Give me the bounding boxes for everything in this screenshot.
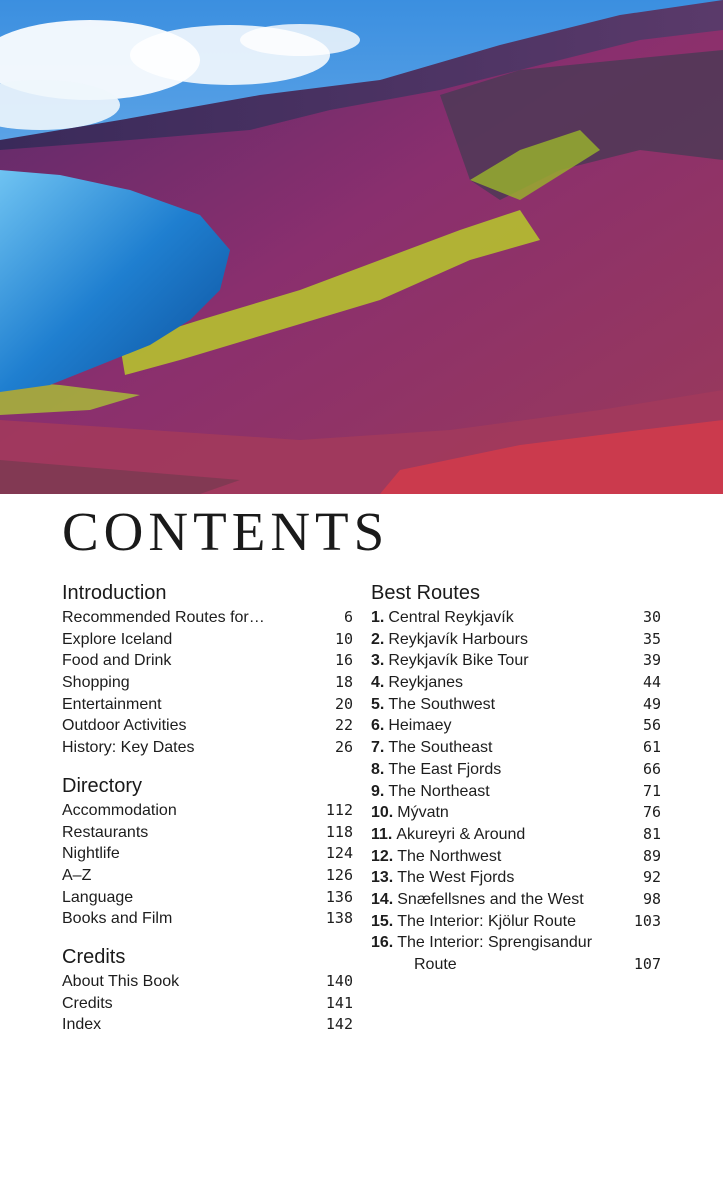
- route-number: 13.: [371, 869, 394, 887]
- toc-entry-label: [62, 715, 329, 737]
- toc-entry[interactable]: [371, 824, 661, 846]
- toc-entry-label: [371, 889, 637, 911]
- toc-entry-title: Outdoor Activities: [62, 717, 187, 735]
- toc-entry-title: Reykjavík Harbours: [388, 630, 528, 648]
- toc-entry-label: [62, 629, 329, 651]
- toc-entry[interactable]: [62, 822, 353, 844]
- toc-entry-title: Nightlife: [62, 845, 120, 863]
- toc-entry-label: [371, 867, 637, 889]
- route-number: 12.: [371, 847, 394, 865]
- toc-page-number: 56: [642, 716, 661, 735]
- toc-page-number: 92: [642, 868, 661, 887]
- toc-entry-label: [62, 737, 329, 759]
- toc-entry[interactable]: [62, 993, 353, 1015]
- toc-page-number: 136: [325, 887, 353, 906]
- toc-entry-title: Restaurants: [62, 823, 149, 841]
- toc-entry-label: [371, 715, 637, 737]
- toc-entry[interactable]: [62, 971, 353, 993]
- hero-landscape-photo: [0, 0, 723, 494]
- toc-page-number: 141: [325, 993, 353, 1012]
- credits-list: [62, 971, 353, 1036]
- route-number: 16.: [371, 934, 394, 952]
- toc-entry-title: Accommodation: [62, 801, 177, 819]
- toc-entry[interactable]: [371, 715, 661, 737]
- toc-entry-title: Shopping: [62, 674, 130, 692]
- toc-entry[interactable]: [62, 887, 353, 909]
- route-number: 6.: [371, 717, 385, 735]
- toc-page-number: 10: [334, 629, 353, 648]
- toc-entry[interactable]: [62, 607, 353, 629]
- toc-entry[interactable]: [371, 650, 661, 672]
- directory-list: [62, 800, 353, 930]
- toc-entry-title: The Northwest: [397, 847, 502, 865]
- toc-entry-title: About This Book: [62, 972, 180, 990]
- toc-page-number: 30: [642, 608, 661, 626]
- toc-page-number: 6: [343, 608, 353, 626]
- toc-entry-title: Heimaey: [388, 717, 452, 735]
- toc-entry[interactable]: [371, 781, 661, 803]
- toc-entry-label: [62, 865, 320, 887]
- toc-entry[interactable]: [62, 908, 353, 930]
- toc-entry-title: Credits: [62, 994, 113, 1012]
- toc-page-number: 39: [642, 651, 661, 670]
- section-heading-introduction: Introduction: [62, 582, 167, 604]
- toc-entry-title: Recommended Routes for…: [62, 609, 265, 626]
- route-number: 14.: [371, 890, 394, 908]
- toc-entry-title: History: Key Dates: [62, 739, 195, 757]
- toc-entry-label: [62, 971, 320, 993]
- toc-entry-title: Food and Drink: [62, 652, 172, 670]
- toc-entry-title: Central Reykjavík: [388, 609, 514, 626]
- toc-entry[interactable]: [62, 737, 353, 759]
- section-heading-directory: Directory: [62, 774, 143, 797]
- toc-entry-label: [62, 908, 320, 930]
- toc-page-number: 138: [325, 909, 353, 928]
- toc-entry-label: [371, 954, 628, 976]
- toc-page-number: 71: [642, 781, 661, 800]
- toc-page-number: 16: [334, 651, 353, 670]
- toc-entry-label: [371, 759, 637, 781]
- toc-entry-title: Reykjavík Bike Tour: [388, 652, 529, 670]
- toc-entry[interactable]: [371, 629, 661, 651]
- best-routes-list: [371, 607, 661, 976]
- toc-page-number: 81: [642, 824, 661, 843]
- toc-entry-title: The Southeast: [388, 739, 493, 757]
- toc-page-number: 22: [334, 716, 353, 735]
- toc-entry-label: [371, 802, 637, 824]
- toc-entry-label: [371, 694, 637, 716]
- toc-entry-title: Route: [414, 956, 457, 973]
- toc-entry[interactable]: [371, 607, 661, 629]
- toc-page-number: 44: [642, 673, 661, 692]
- contents-left-column: [62, 580, 353, 1036]
- toc-page-number: 118: [325, 822, 353, 841]
- toc-entry-title: Books and Film: [62, 910, 173, 928]
- contents-right-column: [371, 580, 661, 976]
- toc-entry[interactable]: [371, 802, 661, 824]
- toc-page-number: 66: [642, 759, 661, 778]
- route-number: 4.: [371, 674, 385, 692]
- route-number: 9.: [371, 782, 385, 800]
- toc-entry[interactable]: [371, 759, 661, 781]
- toc-page-number: 140: [325, 971, 353, 990]
- toc-entry-label: [371, 672, 637, 694]
- toc-entry-label: [62, 822, 320, 844]
- toc-page-number: 98: [642, 889, 661, 908]
- toc-entry-label: [62, 650, 329, 672]
- toc-page-number: 89: [642, 846, 661, 865]
- toc-entry[interactable]: [371, 672, 661, 694]
- introduction-list: [62, 607, 353, 759]
- toc-page-number: 20: [334, 694, 353, 713]
- toc-entry-label: [371, 629, 637, 651]
- route-number: 1.: [371, 609, 385, 626]
- toc-entry[interactable]: [371, 889, 661, 911]
- toc-entry[interactable]: [62, 650, 353, 672]
- toc-entry-title: The Interior: Kjölur Route: [397, 912, 576, 930]
- toc-entry[interactable]: [62, 1014, 353, 1036]
- route-number: 10.: [371, 804, 394, 822]
- toc-entry[interactable]: [371, 954, 661, 976]
- toc-entry-label: [62, 887, 320, 909]
- toc-entry-label: [371, 911, 628, 933]
- toc-entry-title: The Southwest: [388, 695, 496, 713]
- route-number: 11.: [371, 825, 393, 843]
- toc-page-number: 26: [334, 738, 353, 757]
- toc-entry-label: [371, 607, 637, 629]
- toc-entry-title: A–Z: [62, 866, 92, 884]
- toc-entry[interactable]: [371, 737, 661, 759]
- toc-entry[interactable]: [62, 715, 353, 737]
- page-title: CONTENTS: [62, 501, 390, 562]
- toc-page-number: 49: [642, 694, 661, 713]
- landscape-image: [0, 0, 723, 494]
- toc-entry-title: Akureyri & Around: [396, 825, 526, 843]
- toc-entry-label: [371, 650, 637, 672]
- route-number: 15.: [371, 912, 394, 930]
- toc-entry[interactable]: [62, 843, 353, 865]
- toc-entry-label: [371, 932, 655, 954]
- toc-entry-label: [371, 824, 637, 846]
- toc-entry-title: Explore Iceland: [62, 630, 173, 648]
- toc-entry[interactable]: [62, 694, 353, 716]
- toc-entry-label: [371, 781, 637, 803]
- toc-entry-label: [371, 846, 637, 868]
- toc-page-number: 126: [325, 865, 353, 884]
- toc-entry[interactable]: [371, 867, 661, 889]
- toc-entry-title: Reykjanes: [388, 674, 464, 692]
- toc-entry-title: The Interior: Sprengisandur: [397, 934, 593, 952]
- toc-entry-label: [371, 737, 637, 759]
- route-number: 8.: [371, 760, 385, 778]
- toc-entry-title: The East Fjords: [388, 760, 502, 778]
- toc-entry-label: [62, 607, 338, 629]
- toc-entry[interactable]: [371, 911, 661, 933]
- toc-entry[interactable]: [62, 672, 353, 694]
- toc-entry[interactable]: [371, 846, 661, 868]
- toc-entry-label: [62, 800, 320, 822]
- toc-entry[interactable]: [62, 629, 353, 651]
- toc-entry-title: Entertainment: [62, 695, 162, 713]
- toc-entry-title: Snæfellsnes and the West: [397, 890, 584, 908]
- route-number: 3.: [371, 652, 385, 670]
- toc-entry-label: [62, 672, 329, 694]
- section-heading-credits: Credits: [62, 945, 126, 968]
- toc-entry-label: [62, 694, 329, 716]
- toc-entry-title: Language: [62, 888, 134, 906]
- toc-entry-title: Index: [62, 1016, 102, 1034]
- toc-page-number: 76: [642, 803, 661, 822]
- toc-page-number: 142: [325, 1015, 353, 1034]
- route-number: 5.: [371, 695, 385, 713]
- route-number: 2.: [371, 630, 385, 648]
- toc-entry[interactable]: [62, 800, 353, 822]
- toc-page-number: 61: [642, 738, 661, 757]
- route-number: 7.: [371, 739, 385, 757]
- toc-entry[interactable]: [371, 694, 661, 716]
- toc-page-number: 103: [633, 911, 661, 930]
- toc-page-number: 112: [325, 800, 353, 819]
- toc-page-number: 35: [642, 629, 661, 648]
- toc-entry-label: [62, 843, 320, 865]
- toc-entry-title: The West Fjords: [397, 869, 515, 887]
- toc-entry[interactable]: [62, 865, 353, 887]
- toc-entry-title: Mývatn: [397, 804, 449, 822]
- toc-entry-title: The Northeast: [388, 782, 490, 800]
- toc-entry[interactable]: [371, 932, 661, 954]
- toc-page-number: 124: [325, 844, 353, 863]
- section-heading-best-routes: Best Routes: [371, 582, 480, 604]
- toc-entry-label: [62, 1014, 320, 1036]
- toc-page-number: 18: [334, 673, 353, 692]
- toc-page-number: 107: [633, 955, 661, 973]
- toc-entry-label: [62, 993, 320, 1015]
